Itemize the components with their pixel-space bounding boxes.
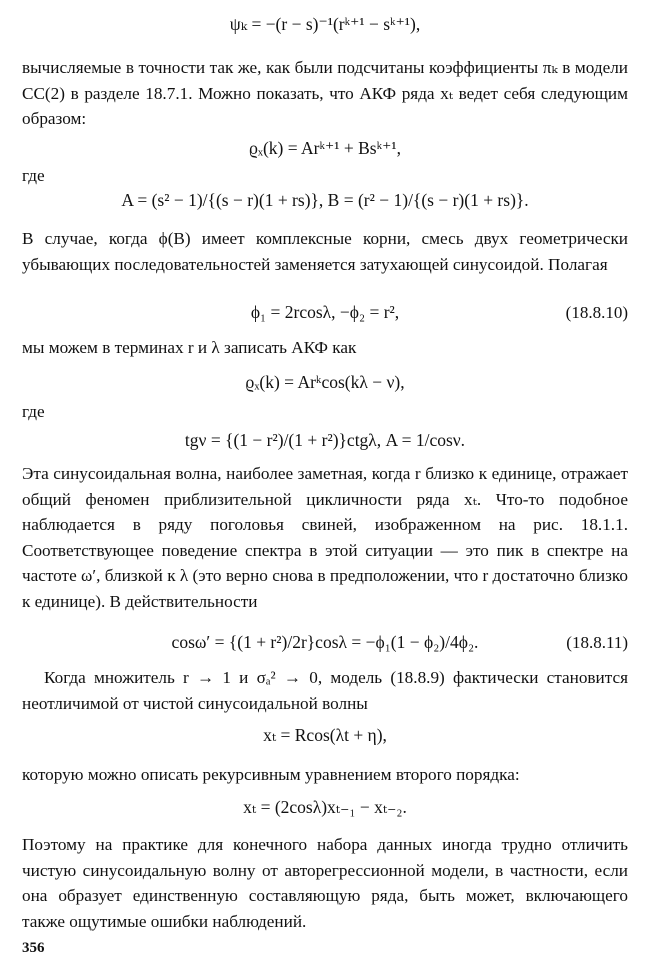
page-number: 356 [22, 940, 45, 956]
paragraph-complex-roots: В случае, когда ϕ(B) имеет комплексные корни, смесь двух геометрически убывающих последовательностей заменяется затухающей синусоидой. Полагая [22, 229, 628, 274]
equation-acf-real: ϱₓ(k) = Arᵏ⁺¹ + Bsᵏ⁺¹, [249, 138, 401, 158]
paragraph-conclusion: Поэтому на практике для конечного набора данных иногда трудно отличить чистую синусоидальную волну от авторегрессионной модели, в частности, если она образует единственную составляющую ряда, быть может, включающего также ощутимые ошибки наблюдений. [22, 835, 628, 931]
equation-acf-complex: ϱₓ(k) = Arᵏcos(kλ − ν), [245, 372, 405, 392]
equation-cos-omega: cosω′ = {(1 + r²)/2r}cosλ = −ϕ₁(1 − ϕ₂)/4ϕ₂. [171, 632, 479, 652]
equation-ab-coefficients: A = (s² − 1)/{(s − r)(1 + rs)}, B = (r² − 1)/{(s − r)(1 + rs)}. [121, 190, 529, 210]
equation-tg-nu: tgν = {(1 − r²)/(1 + r²)}ctgλ, A = 1/cosν. [184, 430, 466, 450]
equation-sine-wave: xₜ = Rcos(λt + η), [263, 725, 387, 745]
where-label-2: где [22, 402, 45, 421]
paragraph-multiplier: Когда множитель r → 1 и σₐ² → 0, модель (18.8.9) фактически становится неотличимой от чистой синусоидальной волны [22, 668, 628, 713]
equation-number-18-8-11: (18.8.11) [566, 633, 628, 652]
equation-psi: ψₖ = −(r − s)⁻¹(rᵏ⁺¹ − sᵏ⁺¹), [229, 14, 421, 34]
paragraph-acf-terms: мы можем в терминах r и λ записать АКФ как [22, 338, 357, 357]
paragraph-acf-intro: вычисляемые в точности так же, как были подсчитаны коэффициенты πₖ в модели СС(2) в разделе 18.7.1. Можно показать, что АКФ ряда xₜ ведет себя следующим образом: [22, 58, 628, 128]
equation-recursion: xₜ = (2cosλ)xₜ₋₁ − xₜ₋₂. [243, 797, 407, 817]
where-label-1: где [22, 166, 45, 185]
paragraph-sinusoid: Эта синусоидальная волна, наиболее заметная, когда r близко к единице, отражает общий феномен приблизительной цикличности ряда xₜ. Что-то подобное наблюдается в ряду поголовья свиней, изображенном на рис. 18.1.1. Соответствующее поведение спектра в этой ситуации — это пик в спектре на частоте ω′, близкой к λ (это верно снова в предположении, что r достаточно близко к единице). В действительности [22, 464, 628, 611]
equation-phi: ϕ₁ = 2rcosλ, −ϕ₂ = r², [250, 302, 400, 322]
equation-number-18-8-10: (18.8.10) [565, 303, 628, 322]
paragraph-recursion-intro: которую можно описать рекурсивным уравнением второго порядка: [22, 765, 520, 784]
